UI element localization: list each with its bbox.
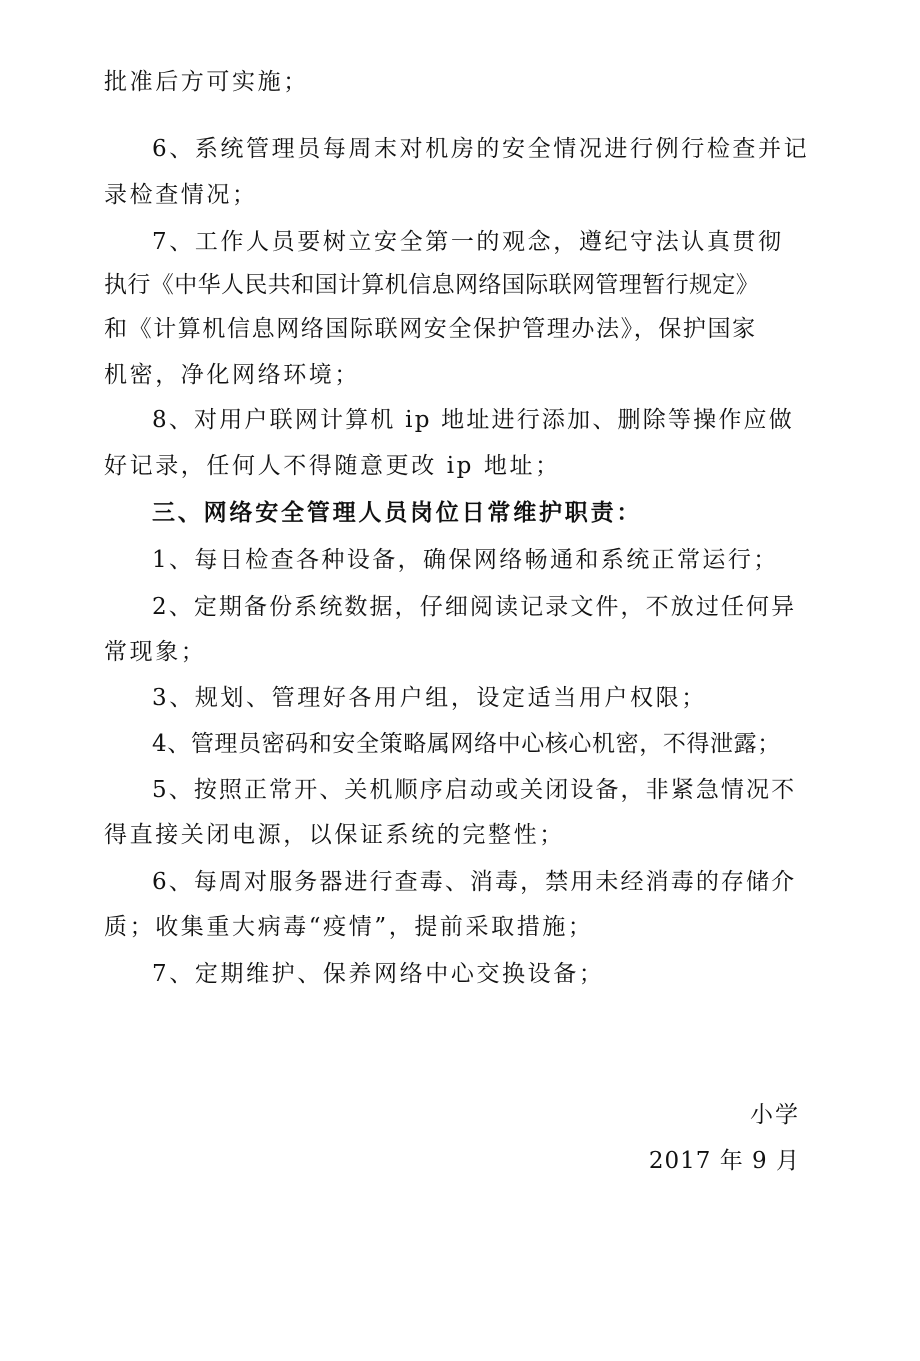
duty-1: 1、每日检查各种设备，确保网络畅通和系统正常运行； [152, 547, 779, 573]
text-line-continuation: 批准后方可实施； [104, 69, 309, 95]
item-7-line-3: 和《计算机信息网络国际联网安全保护管理办法》，保护国家 [104, 316, 757, 342]
duty-7: 7、定期维护、保养网络中心交换设备； [152, 961, 605, 987]
item-6-line-1: 6、系统管理员每周末对机房的安全情况进行例行检查并记 [152, 136, 810, 162]
duty-6-line-1: 6、每周对服务器进行查毒、消毒，禁用未经消毒的存储介 [152, 869, 797, 895]
duty-5-line-2: 得直接关闭电源，以保证系统的完整性； [104, 822, 565, 848]
signature-school: 小学 [750, 1102, 800, 1128]
duty-2-line-2: 常现象； [104, 639, 207, 665]
item-7-line-4: 机密，净化网络环境； [104, 362, 360, 388]
duty-2-line-1: 2、定期备份系统数据，仔细阅读记录文件，不放过任何异 [152, 594, 797, 620]
item-7-line-2: 执行《中华人民共和国计算机信息网络国际联网管理暂行规定》 [104, 272, 760, 298]
section-heading-3: 三、网络安全管理人员岗位日常维护职责： [152, 499, 643, 526]
signature-date: 2017 年 9 月 [648, 1148, 800, 1174]
item-8-line-1: 8、对用户联网计算机 ip 地址进行添加、删除等操作应做 [152, 407, 794, 433]
duty-4: 4、管理员密码和安全策略属网络中心核心机密，不得泄露； [152, 731, 781, 757]
item-8-line-2: 好记录，任何人不得随意更改 ip 地址； [104, 453, 561, 479]
duty-5-line-1: 5、按照正常开、关机顺序启动或关闭设备，非紧急情况不 [152, 777, 797, 803]
duty-3: 3、规划、管理好各用户组，设定适当用户权限； [152, 685, 707, 711]
duty-6-line-2: 质；收集重大病毒“疫情”，提前采取措施； [104, 914, 594, 940]
item-6-line-2: 录检查情况； [104, 182, 258, 208]
item-7-line-1: 7、工作人员要树立安全第一的观念，遵纪守法认真贯彻 [152, 229, 784, 255]
